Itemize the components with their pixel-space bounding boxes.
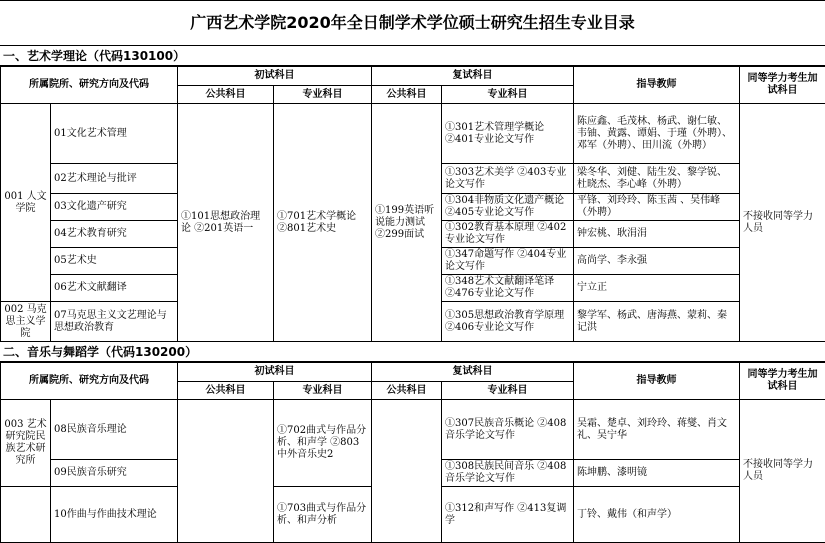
header-prelim-major: 专业科目 xyxy=(274,382,372,400)
document-title: 广西艺术学院2020年全日制学术学位硕士研究生招生专业目录 xyxy=(0,0,825,46)
direction-name: 08民族音乐理论 xyxy=(51,400,178,460)
advisor-cell: 陈坤鹏、漆明镜 xyxy=(574,460,740,487)
retest-major-cell: ①348艺术文献翻译笔译 ②476专业论文写作 xyxy=(442,275,574,302)
advisor-cell: 梁冬华、刘健、陆生发、黎学锐、杜晓杰、李心峰（外聘） xyxy=(574,164,740,194)
prelim-major-cell: ①701艺术学概论 ②801艺术史 xyxy=(274,104,372,342)
advisor-cell: 丁铃、戴伟（和声学） xyxy=(574,487,740,543)
direction-name: 09民族音乐研究 xyxy=(51,460,178,487)
prelim-major-cell: ①703曲式与作品分析、和声分析 xyxy=(274,487,372,543)
header-prelim-public: 公共科目 xyxy=(178,86,274,104)
direction-name: 05艺术史 xyxy=(51,248,178,275)
header-retest-major: 专业科目 xyxy=(442,86,574,104)
advisor-cell: 吴霜、楚卓、刘玲玲、蒋燮、肖文礼、吴宁华 xyxy=(574,400,740,460)
direction-name: 04艺术教育研究 xyxy=(51,221,178,248)
header-retest: 复试科目 xyxy=(372,363,574,382)
direction-name: 10作曲与作曲技术理论 xyxy=(51,487,178,543)
advisor-cell: 黎学军、杨武、唐海燕、蒙莉、秦记洪 xyxy=(574,302,740,342)
direction-name: 06艺术文献翻译 xyxy=(51,275,178,302)
header-retest: 复试科目 xyxy=(372,67,574,86)
direction-name: 03文化遗产研究 xyxy=(51,194,178,221)
section-heading-2: 二、音乐与舞蹈学（代码130200） xyxy=(0,342,825,362)
retest-major-cell: ①305思想政治教育学原理 ②406专业论文写作 xyxy=(442,302,574,342)
retest-major-cell: ①312和声写作 ②413复调学 xyxy=(442,487,574,543)
advisor-cell: 平锋、刘玲玲、陈玉茜 、吴伟峰（外聘） xyxy=(574,194,740,221)
section-heading-1: 一、艺术学理论（代码130100） xyxy=(0,46,825,66)
equiv-cell: 不接收同等学力人员 xyxy=(740,104,825,342)
header-prelim-major: 专业科目 xyxy=(274,86,372,104)
header-dept: 所属院所、研究方向及代码 xyxy=(1,363,178,400)
retest-major-cell: ①303艺术美学 ②403专业论文写作 xyxy=(442,164,574,194)
header-retest-public: 公共科目 xyxy=(372,382,442,400)
direction-name: 02艺术理论与批评 xyxy=(51,164,178,194)
advisor-cell: 高尚学、李永强 xyxy=(574,248,740,275)
header-retest-major: 专业科目 xyxy=(442,382,574,400)
advisor-cell: 钟宏桃、耿涓涓 xyxy=(574,221,740,248)
retest-major-cell: ①302教育基本原理 ②402专业论文写作 xyxy=(442,221,574,248)
direction-name: 07马克思主义文艺理论与思想政治教育 xyxy=(51,302,178,342)
prelim-public-cell: ①101思想政治理论 ②201英语一 xyxy=(178,104,274,342)
retest-public-cell: ①199英语听说能力测试 ②299面试 xyxy=(372,104,442,342)
catalog-table-1 xyxy=(0,66,825,342)
header-equiv: 同等学力考生加试科目 xyxy=(740,67,825,104)
direction-name: 01文化艺术管理 xyxy=(51,104,178,164)
header-equiv: 同等学力考生加试科目 xyxy=(740,363,825,400)
retest-major-cell: ①304非物质文化遗产概论 ②405专业论文写作 xyxy=(442,194,574,221)
advisor-cell: 陈应鑫、毛茂林、杨武、谢仁敏、韦铀、黄露、谭娟、于瑾（外聘）、邓军（外聘）、田川流（外聘） xyxy=(574,104,740,164)
header-retest-public: 公共科目 xyxy=(372,86,442,104)
advisor-cell: 宁立正 xyxy=(574,275,740,302)
header-prelim: 初试科目 xyxy=(178,67,372,86)
retest-major-cell: ①347命题写作 ②404专业论文写作 xyxy=(442,248,574,275)
retest-public-cell xyxy=(372,400,442,543)
retest-major-cell: ①308民族民间音乐 ②408音乐学论文写作 xyxy=(442,460,574,487)
equiv-cell: 不接收同等学力人员 xyxy=(740,400,825,543)
dept-cell-empty xyxy=(1,487,51,543)
catalog-table-2 xyxy=(0,362,825,543)
dept-cell: 001 人文学院 xyxy=(1,104,51,302)
header-dept: 所属院所、研究方向及代码 xyxy=(1,67,178,104)
retest-major-cell: ①307民族音乐概论 ②408音乐学论文写作 xyxy=(442,400,574,460)
dept-cell: 003 艺术研究院民族艺术研究所 xyxy=(1,400,51,487)
prelim-major-cell: ①702曲式与作品分析、和声学 ②803中外音乐史2 xyxy=(274,400,372,487)
header-advisor: 指导教师 xyxy=(574,67,740,104)
header-prelim: 初试科目 xyxy=(178,363,372,382)
header-prelim-public: 公共科目 xyxy=(178,382,274,400)
retest-major-cell: ①301艺术管理学概论 ②401专业论文写作 xyxy=(442,104,574,164)
header-advisor: 指导教师 xyxy=(574,363,740,400)
dept-cell: 002 马克思主义学院 xyxy=(1,302,51,342)
prelim-public-cell xyxy=(178,400,274,543)
